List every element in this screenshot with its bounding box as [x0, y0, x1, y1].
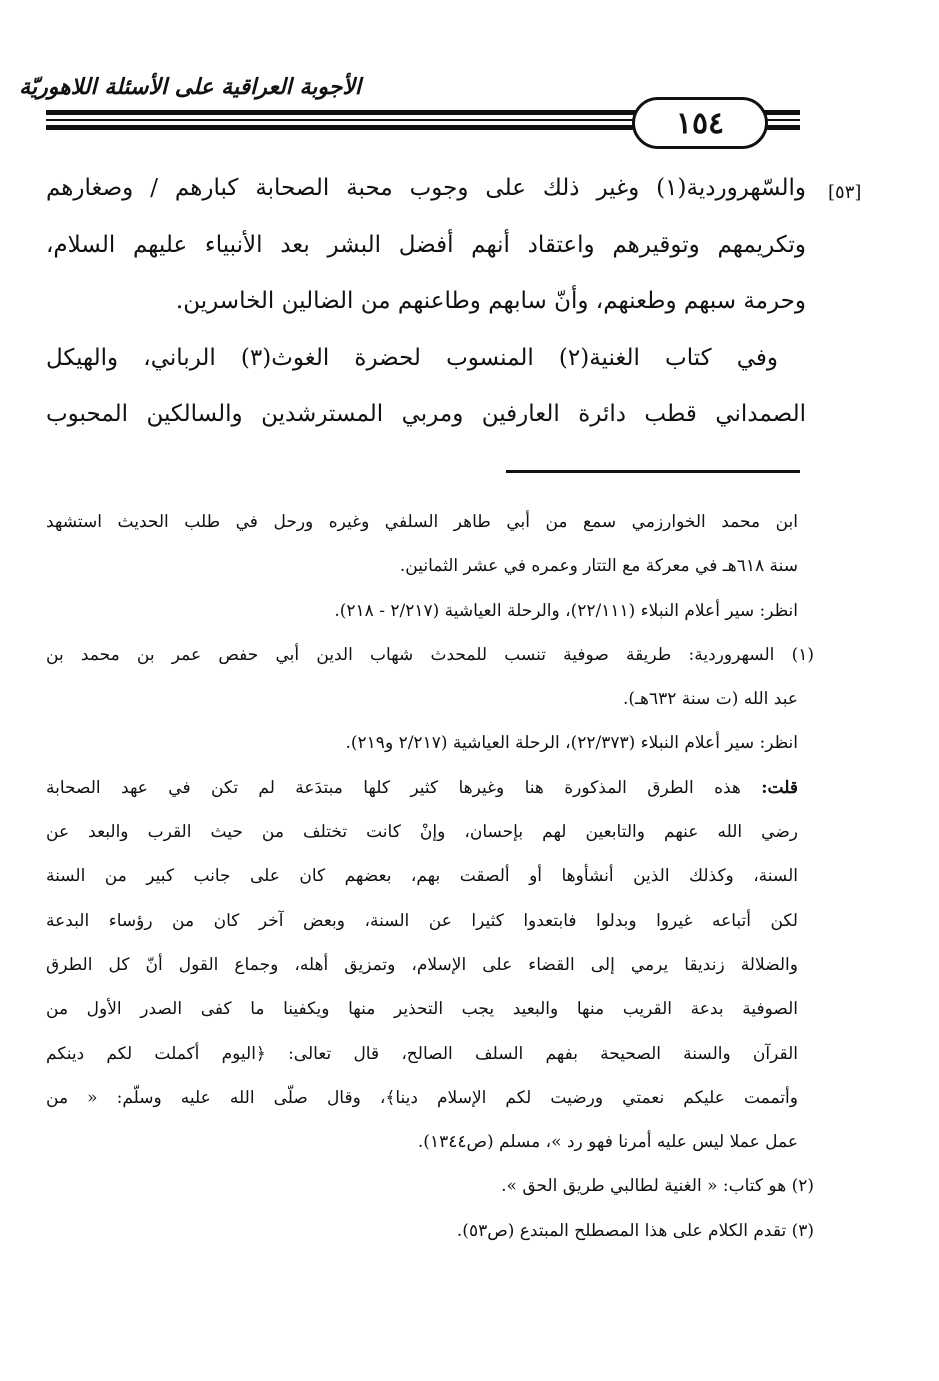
footnote-1-line: انظر: سير أعلام النبلاء (٢٢/٣٧٣)، الرحلة العياشية (٢/٢١٧ و٢١٩).: [345, 733, 798, 754]
comment-line: رضي الله عنهم والتابعين لهم بإحسان، وإنْ كانت تختلف من حيث القرب والبعد عن: [46, 822, 798, 843]
comment-line: والضلالة زنديقا يرمي إلى القضاء على الإسلام، وتمزيق أهله، وجماع القول أنّ كل الطرق: [46, 954, 798, 975]
main-line: والسّهروردية(١) وغير ذلك على وجوب محبة الصحابة كبارهم / وصغارهم: [46, 175, 806, 201]
comment-text: هذه الطرق المذكورة هنا وغيرها كثير كلها مبتدَعة لم تكن في عهد الصحابة: [46, 777, 741, 798]
footnote-separator: [506, 470, 800, 473]
header-rule-thick-lower: [46, 125, 640, 130]
main-body-text: [46, 160, 806, 443]
running-header-title: الأجوبة العراقية على الأسئلة اللاهوريّة: [19, 74, 361, 100]
footnote-line: ابن محمد الخوارزمي سمع من أبي طاهر السلفي وغيره ورحل في طلب الحديث استشهد: [46, 512, 798, 532]
comment-line: [46, 766, 798, 810]
comment-line: السنة، وكذلك الذين أنشأوها أو ألصقت بهم، بعضهم كان على جانب كبير من السنة: [46, 866, 798, 887]
comment-label: قلت:: [761, 777, 798, 798]
comment-line: وأتممت عليكم نعمتي ورضيت لكم الإسلام دينا﴾، وقال صلّى الله عليه وسلّم: « من: [46, 1087, 798, 1108]
footnote-1-line: (١) السهروردية: طريقة صوفية تنسب للمحدث شهاب الدين أبي حفص عمر بن محمد بن: [46, 644, 814, 665]
footnotes: [46, 500, 814, 1253]
comment-line: لكن أتباعه غيروا وبدلوا فابتعدوا كثيرا عن السنة، وبعض آخر كان من رؤساء البدعة: [46, 910, 798, 931]
header-rule-thick: [46, 110, 640, 115]
page-number: ١٥٤: [632, 97, 768, 149]
main-line: الصمداني قطب دائرة العارفين ومربي المسترشدين والسالكين المحبوب: [46, 401, 806, 427]
footnote-line: انظر: سير أعلام النبلاء (٢٢/١١١)، والرحلة العياشية (٢/٢١٧ - ٢١٨).: [334, 600, 798, 621]
header-rule-thin: [46, 119, 640, 121]
comment-line: عمل عملا ليس عليه أمرنا فهو رد »، مسلم (ص١٣٤٤).: [417, 1132, 798, 1153]
comment-line: القرآن والسنة الصحيحة بفهم السلف الصالح، قال تعالى: ﴿اليوم أكملت لكم دينكم: [46, 1043, 798, 1064]
footnote-3: (٣) تقدم الكلام على هذا المصطلح المبتدع (ص٥٣).: [456, 1220, 814, 1241]
footnote-line: سنة ٦١٨هـ في معركة مع التتار وعمره في عشر الثمانين.: [399, 556, 798, 577]
footnote-2: (٢) هو كتاب: « الغنية لطالبي طريق الحق ».: [501, 1176, 814, 1197]
footnote-1-line: عبد الله (ت سنة ٦٣٢هـ).: [623, 689, 798, 710]
margin-page-reference: [٥٣]: [828, 182, 862, 203]
comment-line: الصوفية بدعة القريب منها والبعيد يجب التحذير منها ويكفينا ما كفى الصدر الأول من: [46, 999, 798, 1020]
main-line: وحرمة سبهم وطعنهم، وأنّ سابهم وطاعنهم من الضالين الخاسرين.: [175, 288, 806, 314]
main-line: وتكريمهم وتوقيرهم واعتقاد أنهم أفضل البشر بعد الأنبياء عليهم السلام،: [46, 231, 806, 258]
main-line: وفي كتاب الغنية(٢) المنسوب لحضرة الغوث(٣) الرباني، والهيكل: [46, 344, 779, 371]
